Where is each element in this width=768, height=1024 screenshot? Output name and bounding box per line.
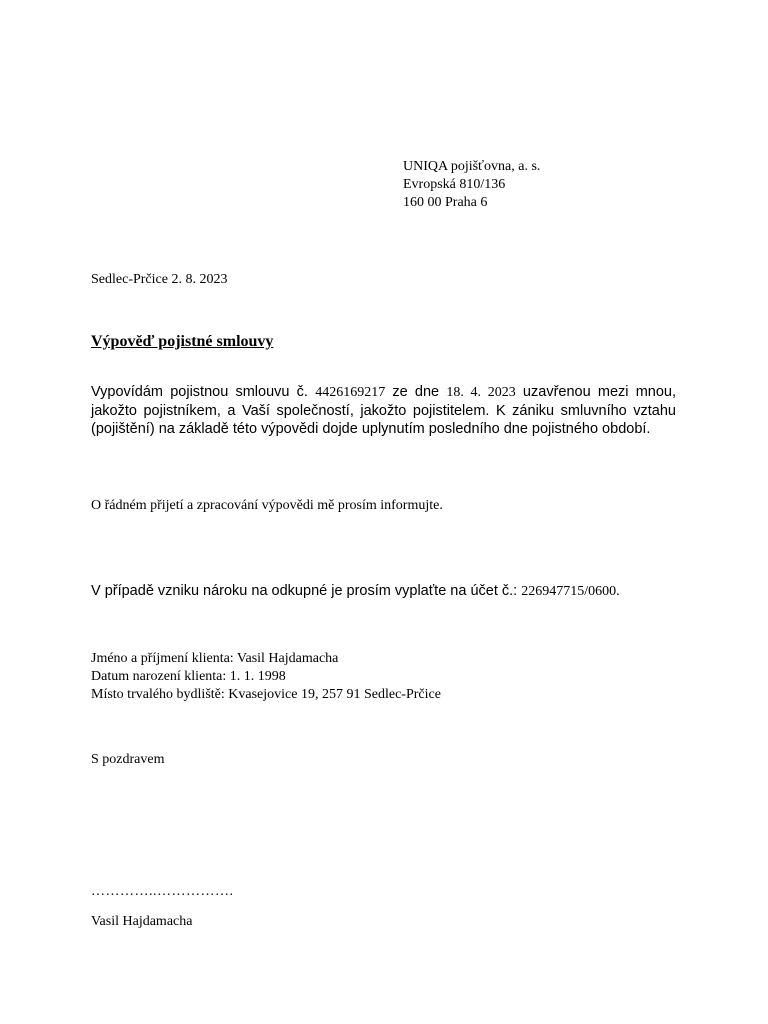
termination-paragraph <box>91 383 676 438</box>
client-birth-line: Datum narození klienta: 1. 1. 1998 <box>91 669 286 684</box>
contract-date: 18. 4. 2023 <box>446 385 516 400</box>
account-number: 226947715/0600 <box>521 584 617 599</box>
termination-text-2: ze dne <box>385 384 447 400</box>
document-title: Výpověď pojistné smlouvy <box>91 333 274 350</box>
termination-text-1: Vypovídám pojistnou smlouvu č. <box>91 384 316 400</box>
contract-number: 4426169217 <box>315 385 386 400</box>
payout-end: . <box>616 584 620 599</box>
signature-name: Vasil Hajdamacha <box>91 914 193 929</box>
recipient-address <box>403 158 540 212</box>
place-date: Sedlec-Prčice 2. 8. 2023 <box>91 272 228 287</box>
payout-paragraph <box>91 582 620 601</box>
confirmation-request: O řádném přijetí a zpracování výpovědi mě prosím informujte. <box>91 498 443 513</box>
client-name-line: Jméno a příjmení klienta: Vasil Hajdamacha <box>91 651 339 666</box>
client-details <box>91 650 441 704</box>
termination-text-3: uzavřenou mezi mnou, jakožto pojistníkem, a Vaší společností, jakožto pojistitelem. K zániku smluvního vztahu (pojištění) na základě této výpovědi dojde uplynutím posledního dne pojistného období. <box>91 384 676 437</box>
recipient-line-company: UNIQA pojišťovna, a. s. <box>403 159 541 174</box>
client-address-line: Místo trvalého bydliště: Kvasejovice 19, 257 91 Sedlec-Prčice <box>91 687 441 702</box>
recipient-line-city: 160 00 Praha 6 <box>403 195 488 210</box>
signature-line: …………..……………. <box>91 884 234 899</box>
payout-text: V případě vzniku nároku na odkupné je prosím vyplaťte na účet č.: <box>91 583 522 599</box>
closing-greeting: S pozdravem <box>91 752 165 767</box>
recipient-line-street: Evropská 810/136 <box>403 177 506 192</box>
